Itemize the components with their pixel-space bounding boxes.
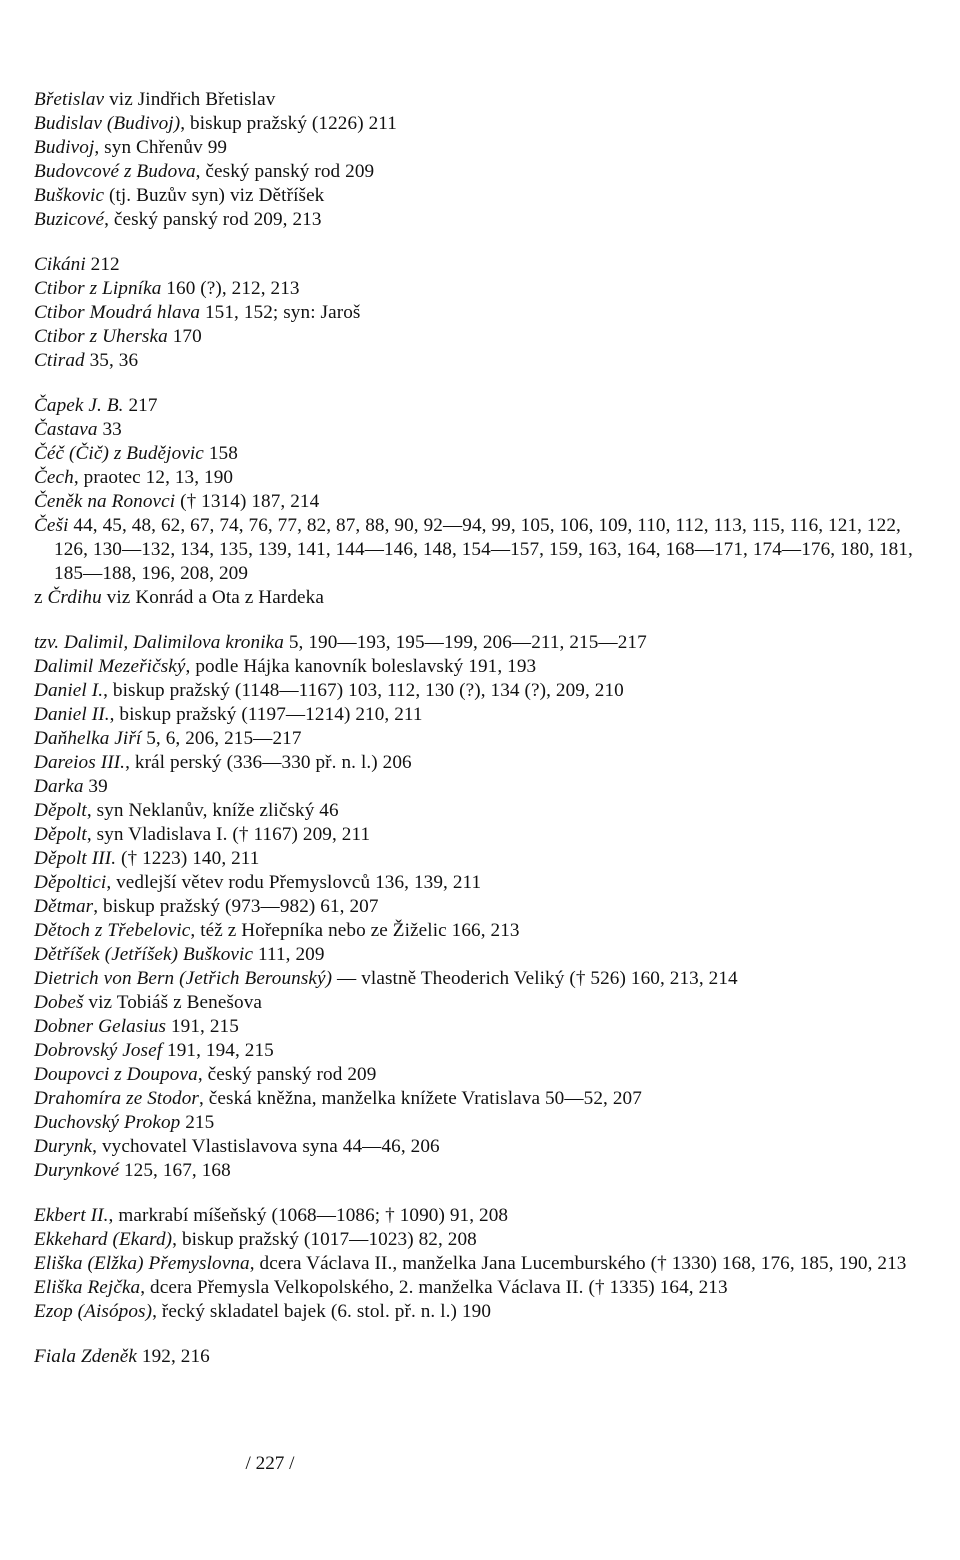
entry-references: , řecký skladatel bajek (6. stol. př. n. l.) 190 [152,1301,492,1322]
entry-references: 33 [97,419,122,440]
index-letter-group [34,394,934,610]
entry-name: Daniel II. [34,704,110,725]
entry-name: Duchovský Prokop [34,1112,181,1133]
entry-references: viz Jindřich Břetislav [104,89,276,110]
page-number: / 227 / [245,1453,295,1474]
entry-name: Děpolt III. [34,848,117,869]
entry-name: Ezop (Aisópos) [34,1301,153,1322]
entry-references: 35, 36 [84,350,139,371]
entry-name: Dareios III. [34,752,126,773]
entry-references: , biskup pražský (1148—1167) 103, 112, 130 (?), 134 (?), 209, 210 [103,680,624,701]
entry-name: Ctibor z Lipníka [34,278,162,299]
entry-name: Doupovci z Doupova [34,1064,198,1085]
index-entry [34,1228,934,1252]
entry-name: Budislav (Budivoj) [34,113,181,134]
entry-name: Daniel I. [34,680,104,701]
entry-references: , syn Chřenův 99 [94,137,228,158]
index-entry [34,1345,934,1369]
entry-references: , praotec 12, 13, 190 [73,467,234,488]
index-entry [34,1204,934,1228]
entry-name: Črdihu [47,587,102,608]
index-entry [34,136,934,160]
entry-name: Dietrich von Bern (Jetřich Berounský) [34,968,333,989]
index-entry [34,799,934,823]
index-entry [34,991,934,1015]
entry-name: Durynk [34,1136,93,1157]
entry-name: Ctibor Moudrá hlava [34,302,201,323]
index-entry [34,847,934,871]
entry-references: , biskup pražský (973—982) 61, 207 [93,896,379,917]
entry-references: , český panský rod 209, 213 [104,209,322,230]
entry-references: 158 [203,443,238,464]
index-entry [34,514,934,586]
entry-references: , biskup pražský (1017—1023) 82, 208 [172,1229,477,1250]
entry-references: 170 [167,326,202,347]
entry-name: tzv. Dalimil, Dalimilova kronika [34,632,284,653]
entry-name: Daňhelka Jiří [34,728,142,749]
entry-name: Budovcové z Budova [34,161,196,182]
index-letter-group [34,631,934,1183]
entry-references: (tj. Buzův syn) viz Dětříšek [104,185,325,206]
index-entry [34,160,934,184]
index-page [34,88,934,1390]
entry-references: 44, 45, 48, 62, 67, 74, 76, 77, 82, 87, 88, 90, 92—94, 99, 105, 106, 109, 110, 112, 113, 115, 116, 121, 122, 126, 130—132, 134, 135, 139, 141, 144—146, 148, 154—157, 159, 163, 164, 168—171, 174—176, 180, 181, 185—188, 196, 208, 209 [54,515,913,584]
entry-references: , syn Neklanův, kníže zličský 46 [86,800,339,821]
index-entry [34,490,934,514]
index-entry [34,751,934,775]
entry-references: 160 (?), 212, 213 [161,278,300,299]
index-entry [34,1111,934,1135]
entry-references: 217 [123,395,158,416]
index-entry [34,1252,934,1276]
index-letter-group [34,1345,934,1369]
index-entry [34,1063,934,1087]
entry-references: , též z Hořepníka nebo ze Žiželic 166, 213 [190,920,520,941]
entry-name: Čapek J. B. [34,395,124,416]
index-entry [34,1135,934,1159]
entry-name: Ctirad [34,350,85,371]
index-entry [34,1015,934,1039]
entry-name: Dobeš [34,992,84,1013]
entry-name: Buzicové [34,209,105,230]
entry-name: Děpoltici [34,872,107,893]
entry-references: viz Konrád a Ota z Hardeka [101,587,324,608]
index-entry [34,1039,934,1063]
entry-name: Dětmar [34,896,94,917]
entry-name: Dětoch z Třebelovic [34,920,191,941]
index-entry [34,208,934,232]
entry-references: 191, 215 [166,1016,239,1037]
entry-references: 39 [83,776,108,797]
entry-name: Častava [34,419,98,440]
index-entry [34,277,934,301]
entry-references: 215 [180,1112,215,1133]
entry-name: Durynkové [34,1160,120,1181]
index-entry [34,655,934,679]
index-entry [34,325,934,349]
index-entry [34,703,934,727]
entry-references: , biskup pražský (1197—1214) 210, 211 [109,704,423,725]
index-entry [34,823,934,847]
entry-references: 111, 209 [253,944,325,965]
index-entry [34,301,934,325]
entry-name: Dalimil Mezeřičský [34,656,186,677]
index-entry [34,418,934,442]
entry-references: , podle Hájka kanovník boleslavský 191, 193 [185,656,537,677]
entry-references: († 1223) 140, 211 [116,848,260,869]
index-entry [34,88,934,112]
entry-name: Darka [34,776,84,797]
entry-references: 151, 152; syn: Jaroš [200,302,361,323]
index-entry [34,466,934,490]
entry-references: , syn Vladislava I. († 1167) 209, 211 [86,824,371,845]
index-entry [34,775,934,799]
entry-name: Dobner Gelasius [34,1016,167,1037]
index-letter-group [34,1204,934,1324]
entry-name: Dětříšek (Jetříšek) Buškovic [34,944,254,965]
entry-name: Čéč (Čič) z Budějovic [34,443,204,464]
entry-references: , česká kněžna, manželka knížete Vratislava 50—52, 207 [199,1088,642,1109]
entry-references: viz Tobiáš z Benešova [83,992,263,1013]
index-letter-group [34,88,934,232]
index-entry [34,895,934,919]
entry-references: , dcera Přemysla Velkopolského, 2. manželka Václava II. († 1335) 164, 213 [140,1277,728,1298]
entry-references: 212 [85,254,120,275]
index-entry [34,1300,934,1324]
index-entry [34,679,934,703]
entry-prefix: z [34,587,48,608]
index-entry [34,967,934,991]
entry-references: 125, 167, 168 [119,1160,231,1181]
entry-name: Děpolt [34,824,87,845]
entry-name: Eliška Rejčka [34,1277,141,1298]
entry-references: 192, 216 [136,1346,210,1367]
entry-name: Drahomíra ze Stodor [34,1088,200,1109]
entry-name: Buškovic [34,185,105,206]
entry-references: , markrabí míšeňský (1068—1086; † 1090) 91, 208 [108,1205,509,1226]
entry-name: Dobrovský Josef [34,1040,163,1061]
index-entry [34,727,934,751]
entry-references: 5, 190—193, 195—199, 206—211, 215—217 [283,632,647,653]
index-entry [34,943,934,967]
index-entry [34,112,934,136]
index-entry [34,184,934,208]
index-entry [34,349,934,373]
entry-name: Čeněk na Ronovci [34,491,176,512]
index-entry [34,1276,934,1300]
entry-name: Ctibor z Uherska [34,326,168,347]
entry-references: , dcera Václava II., manželka Jana Lucemburského († 1330) 168, 176, 185, 190, 213 [249,1253,907,1274]
entry-name: Budivoj [34,137,95,158]
index-entry [34,631,934,655]
entry-references: 191, 194, 215 [162,1040,274,1061]
index-entry [34,919,934,943]
index-entry [34,394,934,418]
entry-references: 5, 6, 206, 215—217 [141,728,302,749]
entry-name: Čech [34,467,74,488]
entry-name: Eliška (Elžka) Přemyslovna [34,1253,250,1274]
index-entry [34,1159,934,1183]
index-entry [34,442,934,466]
entry-name: Ekbert II. [34,1205,109,1226]
entry-references: — vlastně Theoderich Veliký († 526) 160, 213, 214 [332,968,738,989]
entry-references: , vedlejší větev rodu Přemyslovců 136, 139, 211 [106,872,482,893]
entry-references: , biskup pražský (1226) 211 [180,113,397,134]
entry-name: Cikáni [34,254,86,275]
entry-references: , vychovatel Vlastislavova syna 44—46, 206 [92,1136,440,1157]
index-entry [34,1087,934,1111]
entry-references: († 1314) 187, 214 [175,491,320,512]
entry-references: , český panský rod 209 [195,161,375,182]
entry-name: Ekkehard (Ekard) [34,1229,173,1250]
entry-references: , český panský rod 209 [197,1064,377,1085]
entry-name: Břetislav [34,89,105,110]
index-entry [34,253,934,277]
entry-name: Češi [34,515,69,536]
index-entry [34,586,934,610]
entry-name: Děpolt [34,800,87,821]
entry-references: , král perský (336—330 př. n. l.) 206 [125,752,412,773]
index-letter-group [34,253,934,373]
index-entry [34,871,934,895]
entry-name: Fiala Zdeněk [34,1346,137,1367]
